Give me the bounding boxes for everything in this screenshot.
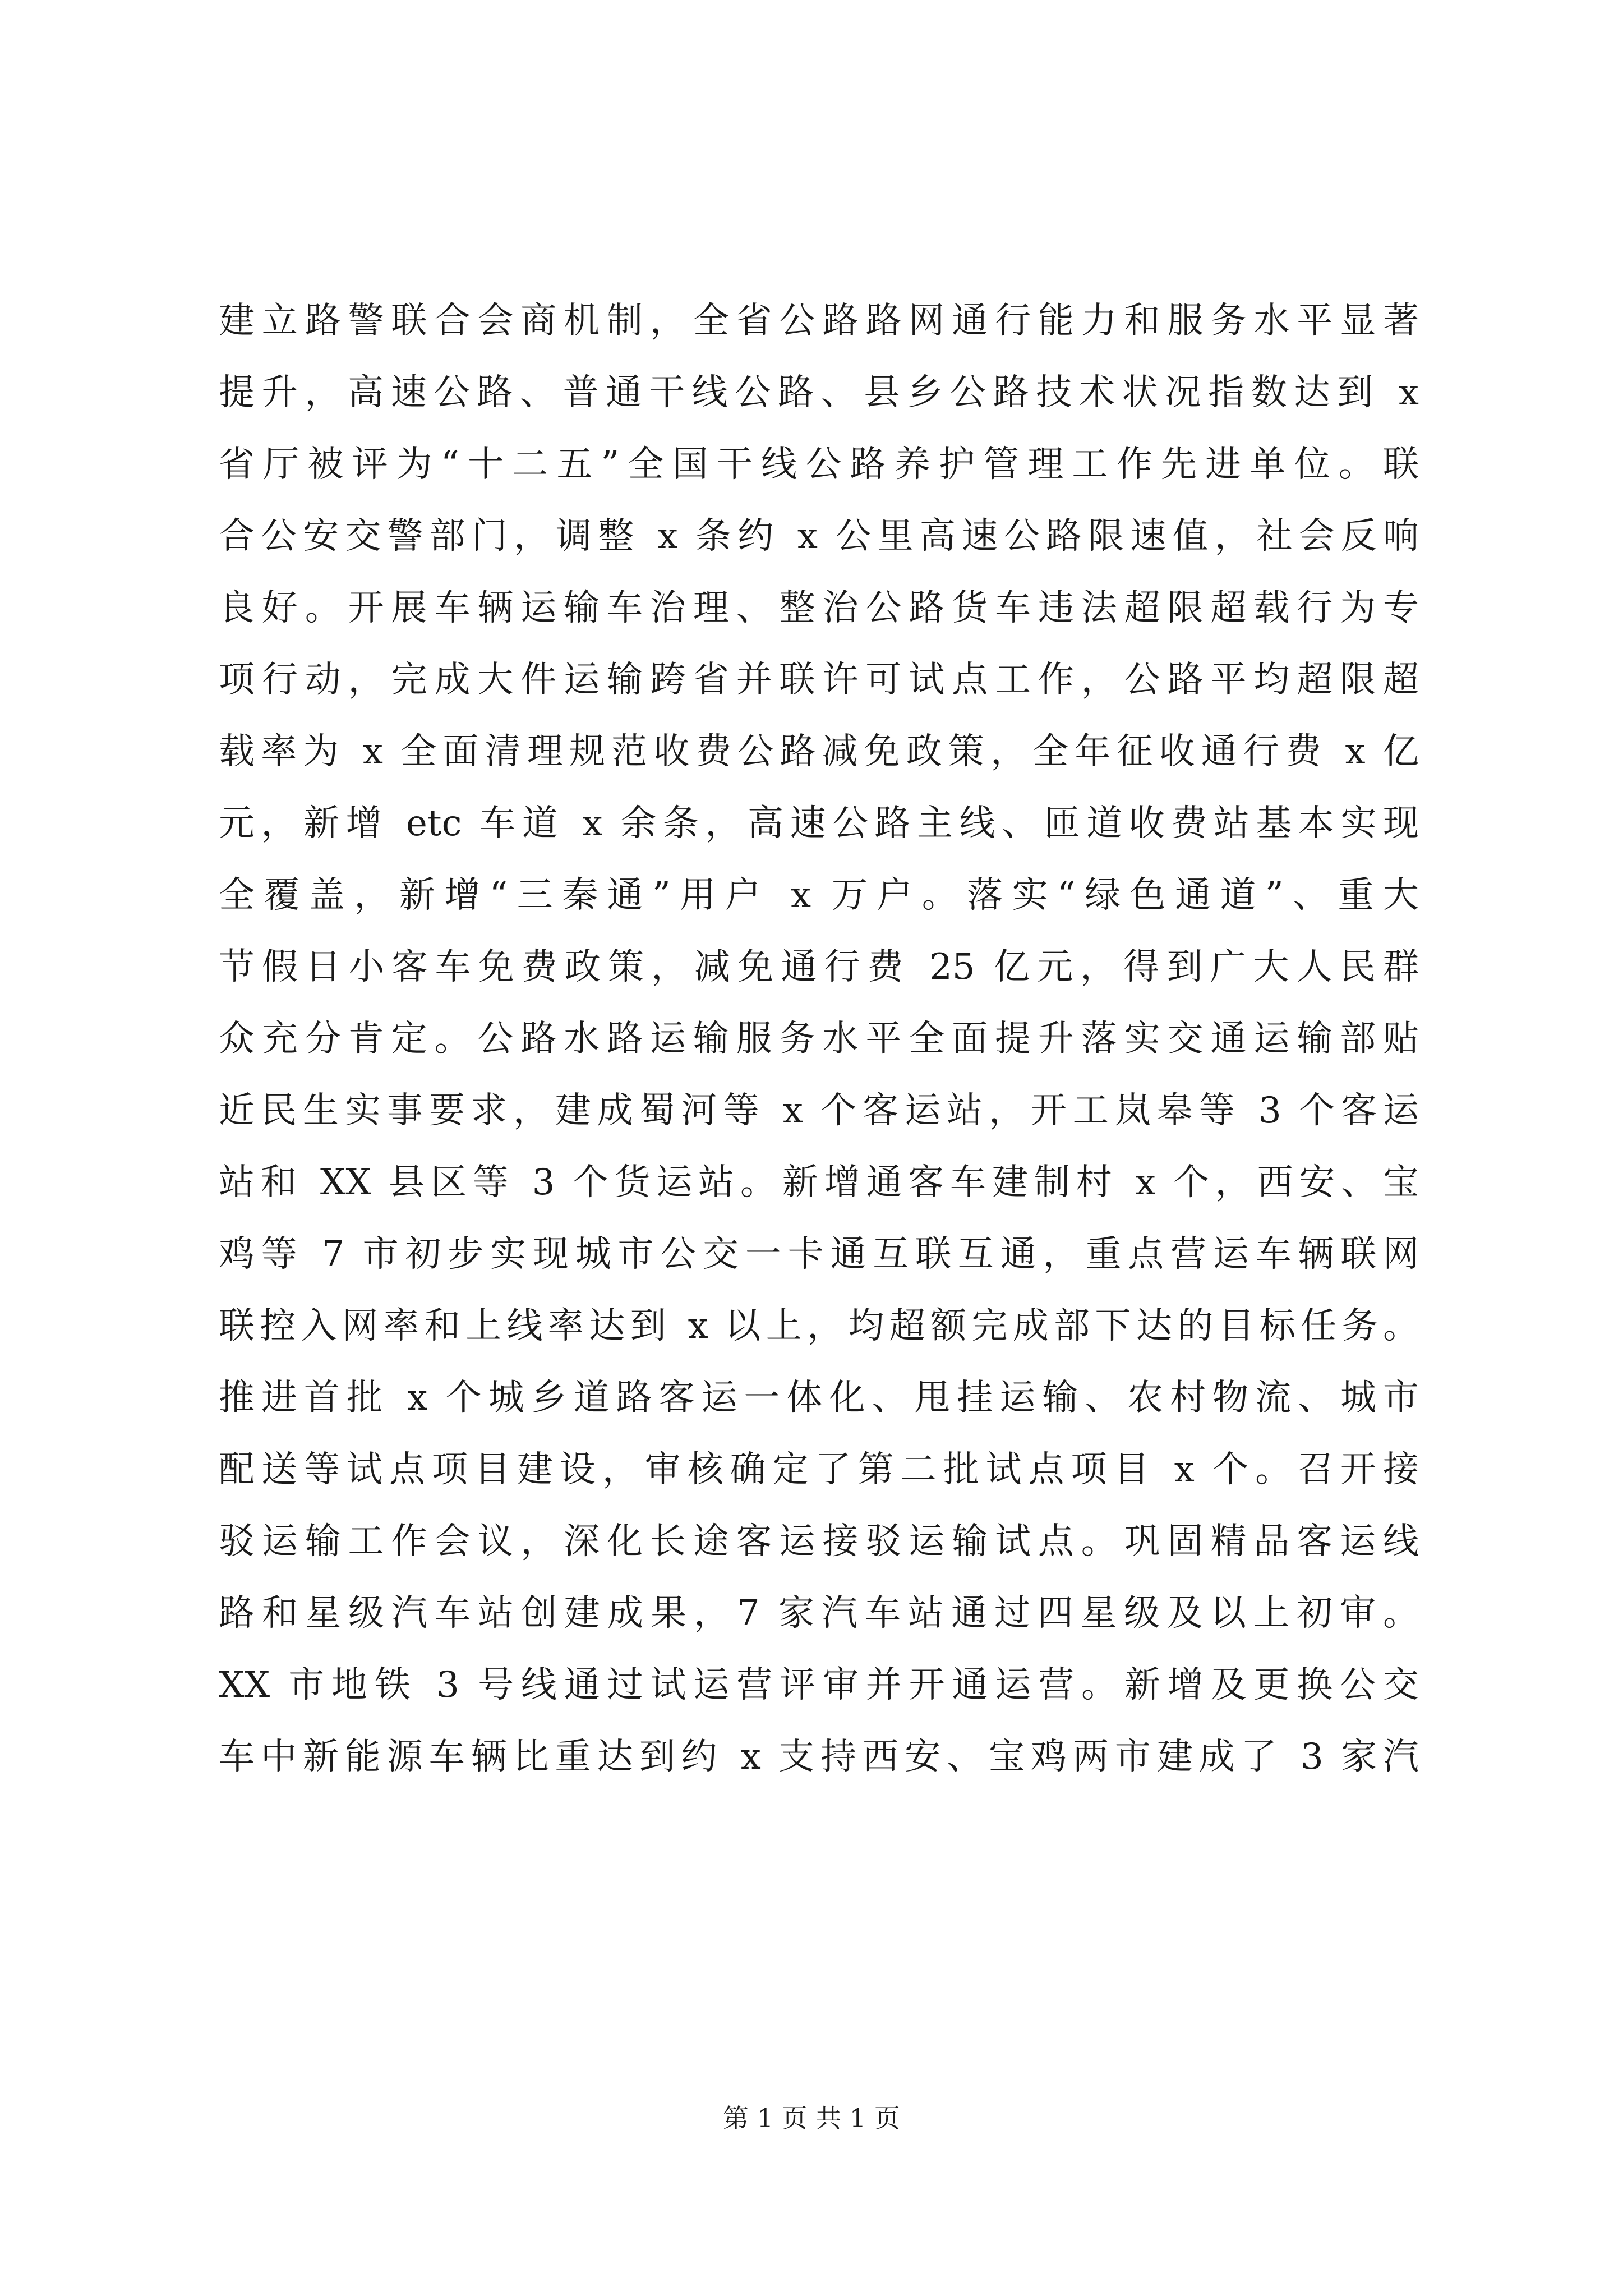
text-line: 全覆盖，新增“三秦通”用户 x 万户。落实“绿色通道”、重大 <box>219 875 1419 916</box>
page-footer: 第 1 页 共 1 页 <box>723 2103 900 2133</box>
text-line: 节假日小客车免费政策，减免通行费 25 亿元，得到广大人民群 <box>219 946 1419 988</box>
text-line: 合公安交警部门，调整 x 条约 x 公里高速公路限速值，社会反响 <box>219 516 1419 557</box>
text-line: 众充分肯定。公路水路运输服务水平全面提升落实交通运输部贴 <box>219 1018 1419 1060</box>
text-line: 省厅被评为“十二五”全国干线公路养护管理工作先进单位。联 <box>219 444 1419 485</box>
text-line: 驳运输工作会议，深化长途客运接驳运输试点。巩固精品客运线 <box>219 1521 1419 1562</box>
text-line: 元，新增 etc 车道 x 余条，高速公路主线、匝道收费站基本实现 <box>219 803 1419 844</box>
text-line: 建立路警联合会商机制，全省公路路网通行能力和服务水平显著 <box>219 300 1419 342</box>
text-line: XX 市地铁 3 号线通过试运营评审并开通运营。新增及更换公交 <box>219 1664 1419 1706</box>
text-line: 配送等试点项目建设，审核确定了第二批试点项目 x 个。召开接 <box>219 1449 1419 1490</box>
text-line: 站和 XX 县区等 3 个货运站。新增通客车建制村 x 个，西安、宝 <box>219 1162 1419 1203</box>
text-line: 联控入网率和上线率达到 x 以上，均超额完成部下达的目标任务。 <box>219 1305 1419 1347</box>
text-line: 车中新能源车辆比重达到约 x 支持西安、宝鸡两市建成了 3 家汽 <box>219 1736 1419 1778</box>
text-line: 推进首批 x 个城乡道路客运一体化、甩挂运输、农村物流、城市 <box>219 1377 1419 1419</box>
text-line: 提升，高速公路、普通干线公路、县乡公路技术状况指数达到 x <box>219 372 1419 413</box>
text-line: 路和星级汽车站创建成果，7 家汽车站通过四星级及以上初审。 <box>219 1593 1419 1634</box>
text-line: 近民生实事要求，建成蜀河等 x 个客运站，开工岚皋等 3 个客运 <box>219 1090 1419 1131</box>
text-line: 项行动，完成大件运输跨省并联许可试点工作，公路平均超限超 <box>219 659 1419 701</box>
text-line: 良好。开展车辆运输车治理、整治公路货车违法超限超载行为专 <box>219 587 1419 629</box>
text-line: 载率为 x 全面清理规范收费公路减免政策，全年征收通行费 x 亿 <box>219 731 1419 772</box>
text-line: 鸡等 7 市初步实现城市公交一卡通互联互通，重点营运车辆联网 <box>219 1234 1419 1275</box>
body-paragraph <box>219 285 1419 1793</box>
